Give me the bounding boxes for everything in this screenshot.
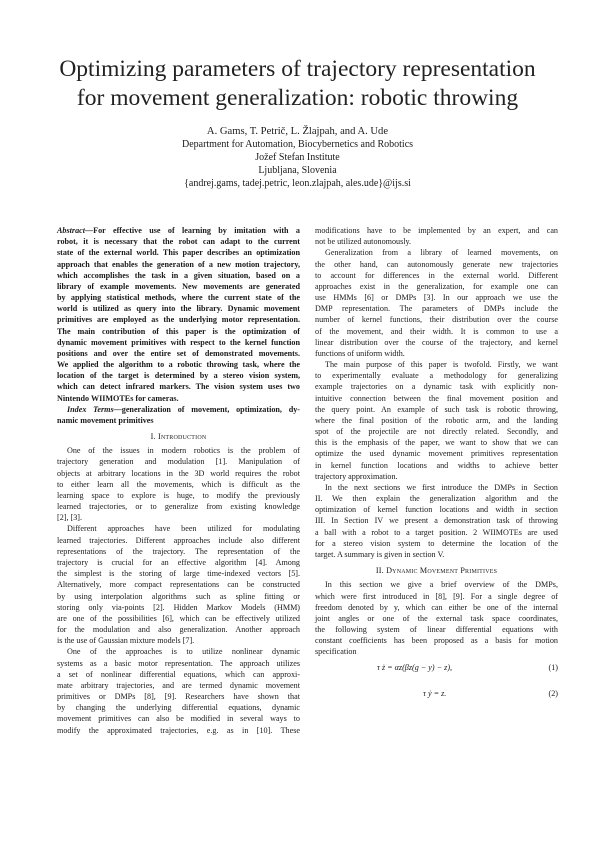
right-column bbox=[315, 225, 558, 704]
text-line: a set of nonlinear differential equations, which can approxi- bbox=[57, 669, 300, 679]
text-line: the following system of linear differential equations with bbox=[315, 625, 558, 635]
text-line: representations of the trajectory. The representation of the bbox=[57, 546, 300, 556]
text-line: not be utilized autonomously. bbox=[315, 237, 412, 247]
equation-2-number: (2) bbox=[548, 688, 558, 698]
text-line: this is the emphasis of the paper, we want to show that we can bbox=[315, 438, 558, 448]
text-line: systems as a basic motor representation. The approach utilizes bbox=[57, 658, 300, 668]
text-line: primitives or DMPs [8], [9]. Researchers have shown that bbox=[57, 692, 300, 702]
text-line: The main purpose of this paper is twofold. Firstly, we want bbox=[325, 360, 558, 370]
abstract-line: We applied the algorithm to a robotic throwing task, where the bbox=[57, 360, 300, 370]
abstract-line: location of the target is determined by a stereo vision system, bbox=[57, 371, 300, 381]
affiliation-line: Department for Automation, Biocybernetics and Robotics bbox=[181, 139, 414, 150]
text-line: learned trajectories, or to generalize from existing knowledge bbox=[57, 502, 300, 512]
text-line: DMP representation. The parameters of DMPs include the bbox=[315, 304, 558, 314]
abstract-line: by applying statistical methods, where the current state of the bbox=[57, 293, 300, 303]
left-column bbox=[57, 225, 300, 736]
abstract bbox=[57, 225, 300, 404]
text-line: spot of the projectile are not directly related. Secondly, and bbox=[315, 427, 558, 437]
text-line: constant coefficients has been proposed as a basis for motion bbox=[315, 636, 558, 646]
index-terms-label: Index Terms bbox=[67, 404, 114, 414]
index-terms-line: namic movement primitives bbox=[57, 415, 154, 425]
text-line: intuitive connection between the final movement position and bbox=[315, 393, 558, 403]
text-line: II. We then explain the generalization algorithm and the bbox=[315, 494, 558, 504]
text-line: the other hand, can autonomously generate new trajectories bbox=[315, 259, 558, 269]
text-line: objects at arbitrary locations in the 3D world requires the robot bbox=[57, 468, 300, 478]
index-terms bbox=[57, 404, 300, 426]
text-line: freedom denoted by y, which can either be one of the internal bbox=[315, 602, 558, 612]
text-line: Generalization from a library of learned movements, on bbox=[325, 248, 558, 258]
text-line: linear distribution over the course of the trajectory, and kernel bbox=[315, 337, 558, 347]
text-line: One of the issues in modern robotics is the problem of bbox=[67, 446, 300, 456]
abstract-line: which accomplishes the task in a given situation, based on a bbox=[57, 270, 300, 280]
equation-1 bbox=[315, 658, 558, 678]
text-line: III. In Section IV we present a demonstration task of throwing bbox=[315, 516, 558, 526]
text-line: trajectory generation and modulation [1]. Manipulation of bbox=[57, 457, 300, 467]
author-emails: {andrej.gams, tadej.petric, leon.zlajpah, ales.ude}@ijs.si bbox=[184, 178, 411, 189]
text-line: example trajectories on a dynamic task with explicitly non- bbox=[315, 382, 558, 392]
affiliation-line: Jožef Stefan Institute bbox=[255, 152, 340, 163]
abstract-line: dynamic movement primitives with respect to the kernel function bbox=[57, 337, 300, 347]
text-line: number of kernel functions, their distribution over the course bbox=[315, 315, 558, 325]
index-terms-line: Index Terms—generalization of movement, optimization, dy- bbox=[67, 404, 300, 414]
text-line: movement primitives can also be modified in several ways to bbox=[57, 714, 300, 724]
intro-paragraph-6 bbox=[315, 482, 558, 560]
text-line: which were first introduced in [8], [9]. For a single degree of bbox=[315, 591, 558, 601]
text-line: the simplest is the storing of large time-indexed vectors [5]. bbox=[57, 569, 300, 579]
section-heading-introduction: I. Introduction bbox=[150, 432, 207, 442]
text-line: for the modulation and also generalization. Another approach bbox=[57, 625, 300, 635]
text-line: modifications have to be implemented by an expert, and can bbox=[315, 226, 558, 235]
intro-paragraph-5 bbox=[315, 359, 558, 482]
text-line: modify the approximated trajectories, e.g. as in [10]. These bbox=[57, 725, 300, 735]
abstract-line: Nintendo WIIMOTEs for cameras. bbox=[57, 393, 179, 403]
abstract-line: The main contribution of this paper is the optimization of bbox=[57, 326, 300, 336]
abstract-line: positions and over the entire set of demonstrated movements. bbox=[57, 348, 300, 358]
equation-2 bbox=[315, 684, 558, 704]
text-line: joint angles or one of the external task space coordinates, bbox=[315, 613, 558, 623]
text-line: Alternatively, more compact representations can be constructed bbox=[57, 580, 300, 590]
abstract-line: world is utilized as query into the library. Dynamic movement bbox=[57, 304, 300, 314]
abstract-line: approach that enables the generation of a new motion trajectory, bbox=[57, 259, 300, 269]
equation-1-number: (1) bbox=[548, 662, 558, 672]
paper-title bbox=[40, 55, 555, 113]
text-line: optimization of kernel function locations and width in section bbox=[315, 505, 558, 515]
abstract-line: which can detect infrared markers. The vision system uses two bbox=[57, 382, 300, 392]
text-line: where the final position of the robotic arm, and the landing bbox=[315, 415, 558, 425]
text-line: to experimentally evaluate a methodology for generalizing bbox=[315, 371, 558, 381]
abstract-line: Abstract—For effective use of learning by imitation with a bbox=[57, 226, 300, 235]
author-names: A. Gams, T. Petrič, L. Žlajpah, and A. Ude bbox=[206, 126, 389, 137]
text-line: mate arbitrary trajectories, and are termed dynamic movement bbox=[57, 680, 300, 690]
abstract-line: primitives are employed as the underlying motor representation. bbox=[57, 315, 300, 325]
text-line: for a stereo vision system to determine the location of the bbox=[315, 538, 558, 548]
author-block bbox=[40, 125, 555, 190]
intro-paragraph-4 bbox=[315, 247, 558, 359]
text-line: approaches exist in the generalization, for example one can bbox=[315, 281, 558, 291]
title-line: Optimizing parameters of trajectory representation bbox=[59, 56, 536, 82]
text-line: in kernel function locations and widths to achieve better bbox=[315, 460, 558, 470]
text-line: to either learn all the movements, which is difficult as the bbox=[57, 479, 300, 489]
dmp-paragraph-1 bbox=[315, 579, 558, 657]
text-line: to account for differences in the external world. Different bbox=[315, 270, 558, 280]
equation-2-formula: τ ẏ = z. bbox=[423, 688, 447, 698]
abstract-line: robot, it is necessary that the robot can adapt to the current bbox=[57, 237, 300, 247]
text-line: functions of uniform width. bbox=[315, 348, 405, 358]
title-line: for movement generalization: robotic throwing bbox=[76, 85, 519, 111]
abstract-label: Abstract bbox=[57, 226, 85, 235]
section-heading-dmp: II. Dynamic Movement Primitives bbox=[375, 566, 498, 576]
equation-1-formula: τ ż = αz(βz(g − y) − z), bbox=[377, 662, 453, 672]
text-line: trajectory is crucial for an effective algorithm [4]. Among bbox=[57, 557, 300, 567]
intro-paragraph-3-continued bbox=[315, 225, 558, 247]
text-line: target. A summary is given in section V. bbox=[315, 549, 445, 559]
text-line: In the next sections we first introduce the DMPs in Section bbox=[325, 482, 558, 492]
text-line: One of the approaches is to utilize nonlinear dynamic bbox=[67, 647, 300, 657]
intro-paragraph-2 bbox=[57, 523, 300, 646]
text-line: learned trajectories. Different approaches include also different bbox=[57, 535, 300, 545]
text-line: are one of the possibilities [6], which can be effectively utilized bbox=[57, 613, 300, 623]
text-line: In this section we give a brief overview of the DMPs, bbox=[325, 580, 558, 590]
intro-paragraph-3 bbox=[57, 646, 300, 735]
text-line: is the use of Gaussian mixture models [7]. bbox=[57, 636, 195, 646]
text-line: Different approaches have been utilized for modulating bbox=[67, 524, 300, 534]
text-line: of the movement, and their width. It is common to use a bbox=[315, 326, 558, 336]
text-line: by using interpolation algorithms such as spline fitting or bbox=[57, 591, 300, 601]
text-line: [2], [3]. bbox=[57, 513, 83, 523]
text-line: optimize the used dynamic movement primitives representation bbox=[315, 449, 558, 459]
text-line: learning space to explore is huge, to modify the previously bbox=[57, 490, 300, 500]
abstract-line: library of example movements. New movements are generated bbox=[57, 281, 300, 291]
text-line: a ball with a robot to a target position. 2 WIIMOTEs are used bbox=[315, 527, 558, 537]
text-line: by changing the underlying differential equations, dynamic bbox=[57, 703, 300, 713]
intro-paragraph-1 bbox=[57, 445, 300, 523]
affiliation-line: Ljubljana, Slovenia bbox=[258, 165, 337, 176]
text-line: trajectory approximation. bbox=[315, 471, 398, 481]
text-line: specification bbox=[315, 647, 357, 657]
text-line: storing only via-points [2]. Hidden Markov Models (HMM) bbox=[57, 602, 300, 612]
abstract-line: state of the external world. This paper describes an optimization bbox=[57, 248, 300, 258]
text-line: the query point. An example of such task is robotic throwing, bbox=[315, 404, 558, 414]
text-line: use HMMs [6] or DMPs [3]. In our approach we use the bbox=[315, 293, 558, 303]
